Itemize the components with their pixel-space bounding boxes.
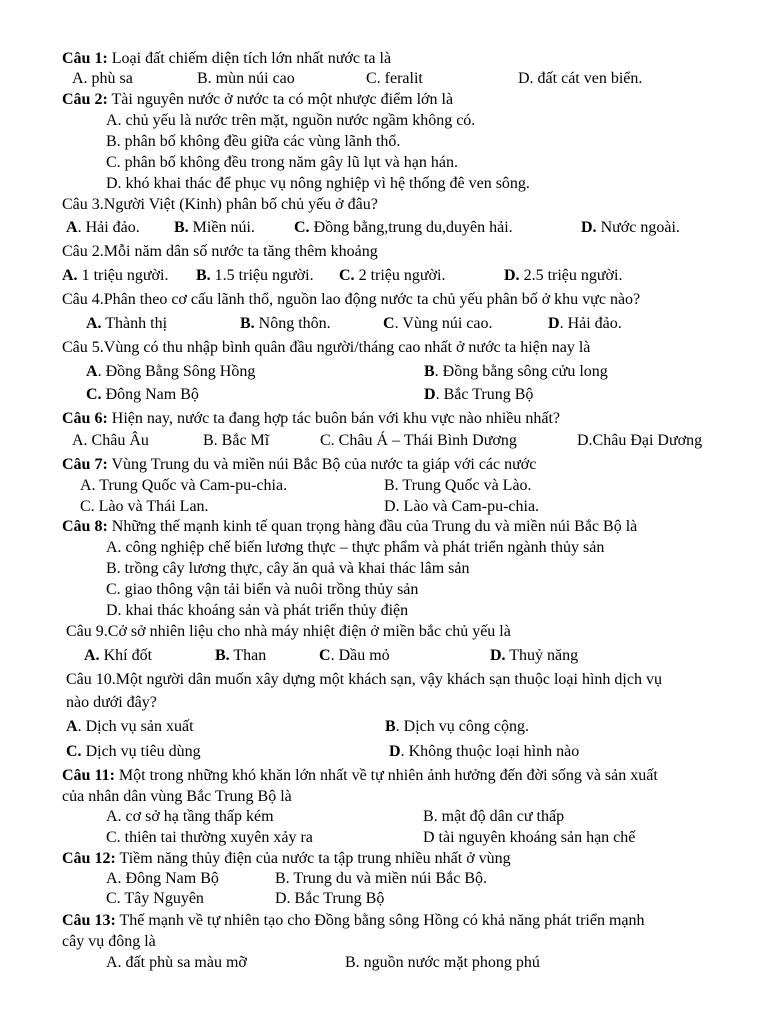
option-b: B. Than xyxy=(215,647,267,664)
option-key: B. xyxy=(174,219,189,236)
question-text: Thế mạnh về tự nhiên tạo cho Đồng bằng sông Hồng có khả năng phát triển mạnh xyxy=(115,912,645,929)
option-key: B xyxy=(424,363,435,380)
option-key: B. xyxy=(196,267,211,284)
question-label: Câu 2. xyxy=(62,243,104,260)
option-d: D. Lào và Cam-pu-chia. xyxy=(384,498,540,515)
option-key: D xyxy=(548,315,560,332)
question-text-cont: của nhân dân vùng Bắc Trung Bộ là xyxy=(62,788,292,805)
question-2b xyxy=(62,242,378,262)
option-c: C. giao thông vận tải biển và nuôi trồng thủy sản xyxy=(106,581,419,598)
question-3 xyxy=(62,195,378,215)
option-b: B. phân bố không đều giữa các vùng lãnh thổ. xyxy=(106,133,401,150)
option-a: A. Thành thị xyxy=(86,315,168,332)
question-5 xyxy=(62,338,590,358)
option-d: D. khai thác khoáng sản và phát triển thủy điện xyxy=(106,602,409,619)
option-d: D. Không thuộc loại hình nào xyxy=(389,743,580,760)
option-c: C. Tây Nguyên xyxy=(106,890,204,907)
option-d: D.Châu Đại Dương xyxy=(577,432,703,449)
option-b: B. Đồng bằng sông cửu long xyxy=(424,363,608,380)
option-b: B. Dịch vụ công cộng. xyxy=(385,718,529,735)
option-key: C. xyxy=(66,743,82,760)
question-1 xyxy=(62,49,391,69)
option-key: C xyxy=(319,647,331,664)
option-key: D. xyxy=(504,267,520,284)
option-c: C. Đồng bằng,trung du,duyên hải. xyxy=(294,219,513,236)
option-b: B. mùn núi cao xyxy=(197,70,295,87)
option-a: A. Hải đảo. xyxy=(66,219,140,236)
question-9 xyxy=(66,622,511,642)
option-d: D. Hải đảo. xyxy=(548,315,622,332)
question-text: Loại đất chiếm diện tích lớn nhất nước ta là xyxy=(107,50,392,67)
option-key: A xyxy=(86,363,98,380)
question-6 xyxy=(62,409,560,429)
question-text: Cở sở nhiên liệu cho nhà máy nhiệt điện ở miền bắc chủ yếu là xyxy=(107,623,511,640)
question-text: Vùng có thu nhập bình quân đầu người/tháng cao nhất ở nước ta hiện nay là xyxy=(103,339,591,356)
option-c: C. 2 triệu người. xyxy=(339,267,446,284)
question-text: Tài nguyên nước ở nước ta có một nhược điểm lớn là xyxy=(107,91,454,108)
question-7 xyxy=(62,455,536,475)
option-key: D xyxy=(389,743,401,760)
option-d: D. khó khai thác để phục vụ nông nghiệp vì hệ thống đê ven sông. xyxy=(106,175,530,192)
question-text: Vùng Trung du và miền núi Bắc Bộ của nước ta giáp với các nước xyxy=(107,456,537,473)
option-c: C. Dịch vụ tiêu dùng xyxy=(66,743,201,760)
option-key: B. xyxy=(215,647,230,664)
option-key: B. xyxy=(240,315,255,332)
option-key: D xyxy=(424,386,436,403)
option-c: C. Vùng núi cao. xyxy=(383,315,493,332)
option-a: A. phù sa xyxy=(72,70,133,87)
option-d: D. đất cát ven biển. xyxy=(518,70,643,87)
option-c: C. phân bố không đều trong năm gây lũ lụt và hạn hán. xyxy=(106,154,458,171)
question-4 xyxy=(62,290,640,310)
option-key: C. xyxy=(86,386,102,403)
option-c: C. Đông Nam Bộ xyxy=(86,386,199,403)
option-b: B. Bắc Mĩ xyxy=(203,432,270,449)
question-10 xyxy=(66,670,662,690)
option-c: C. thiên tai thường xuyên xảy ra xyxy=(106,829,313,846)
question-text-cont: nào dưới đây? xyxy=(66,694,157,711)
option-a: A. Châu Âu xyxy=(72,432,149,449)
option-c: C. Lào và Thái Lan. xyxy=(80,498,209,515)
option-a: A. chủ yếu là nước trên mặt, nguồn nước ngầm không có. xyxy=(106,112,476,129)
question-text: Hiện nay, nước ta đang hợp tác buôn bán với khu vực nào nhiều nhất? xyxy=(107,410,561,427)
option-b: B. mật độ dân cư thấp xyxy=(423,808,565,825)
question-text-cont: cây vụ đông là xyxy=(62,933,156,950)
option-c: C. Dầu mỏ xyxy=(319,647,390,664)
option-a: A. đất phù sa màu mỡ xyxy=(106,954,247,971)
option-d: D. Bắc Trung Bộ xyxy=(424,386,534,403)
question-11 xyxy=(62,766,658,786)
option-key: A xyxy=(66,718,78,735)
question-text: Một người dân muốn xây dựng một khách sạn, vậy khách sạn thuộc loại hình dịch vụ xyxy=(115,671,662,688)
option-key: C. xyxy=(294,219,310,236)
option-key: D. xyxy=(490,647,506,664)
question-text: Những thế mạnh kinh tế quan trọng hàng đầu của Trung du và miền núi Bắc Bộ là xyxy=(107,518,638,535)
question-text: Người Việt (Kinh) phân bố chủ yếu ở đâu? xyxy=(103,196,378,213)
question-label: Câu 7: xyxy=(62,456,108,473)
question-text: Một trong những khó khăn lớn nhất về tự nhiên ảnh hưởng đến đời sống và sản xuất xyxy=(114,767,658,784)
question-text: Phân theo cơ cấu lãnh thổ, nguồn lao động nước ta chủ yếu phân bố ở khu vực nào? xyxy=(103,291,641,308)
question-label: Câu 4. xyxy=(62,291,104,308)
question-8 xyxy=(62,517,637,537)
question-13 xyxy=(62,911,644,931)
question-label: Câu 11: xyxy=(62,767,115,784)
option-b: B. nguồn nước mặt phong phú xyxy=(345,954,540,971)
question-label: Câu 3. xyxy=(62,196,104,213)
option-key: A. xyxy=(62,267,78,284)
option-c: C. Châu Á – Thái Bình Dương xyxy=(320,432,517,449)
option-d: D. Nước ngoài. xyxy=(581,219,680,236)
option-a: A. Trung Quốc và Cam-pu-chia. xyxy=(80,477,288,494)
option-key: C xyxy=(383,315,395,332)
question-label: Câu 2: xyxy=(62,91,108,108)
option-d: D. 2.5 triệu người. xyxy=(504,267,623,284)
option-a: A. cơ sở hạ tầng thấp kém xyxy=(106,808,274,825)
option-a: A. Khí đốt xyxy=(84,647,153,664)
option-b: B. Miền núi. xyxy=(174,219,255,236)
option-d: D. Thuỷ năng xyxy=(490,647,579,664)
question-text: Mỗi năm dân số nước ta tăng thêm khoảng xyxy=(103,243,378,260)
option-a: A. công nghiệp chế biến lương thực – thực phẩm và phát triển ngành thủy sản xyxy=(106,539,605,556)
option-d: D. Bắc Trung Bộ xyxy=(275,890,385,907)
option-key: C. xyxy=(339,267,355,284)
question-label: Câu 13: xyxy=(62,912,116,929)
option-c: C. feralit xyxy=(366,70,423,87)
option-b: B. Trung Quốc và Lào. xyxy=(384,477,532,494)
question-label: Câu 10. xyxy=(66,671,116,688)
question-text: Tiềm năng thủy điện của nước ta tập trung nhiều nhất ở vùng xyxy=(115,850,511,867)
option-b: B. Nông thôn. xyxy=(240,315,331,332)
question-label: Câu 1: xyxy=(62,50,108,67)
option-a: A. Đồng Bằng Sông Hồng xyxy=(86,363,256,380)
question-12 xyxy=(62,849,511,869)
option-key: D. xyxy=(581,219,597,236)
question-label: Câu 5. xyxy=(62,339,104,356)
option-key: A. xyxy=(86,315,102,332)
option-b: B. trồng cây lương thực, cây ăn quả và khai thác lâm sản xyxy=(106,560,470,577)
option-key: B xyxy=(385,718,396,735)
option-a: A. Đông Nam Bộ xyxy=(106,870,219,887)
option-b: B. Trung du và miền núi Bắc Bộ. xyxy=(275,870,488,887)
option-key: A xyxy=(66,219,78,236)
option-b: B. 1.5 triệu người. xyxy=(196,267,314,284)
option-a: A. 1 triệu người. xyxy=(62,267,169,284)
question-2 xyxy=(62,90,453,110)
option-a: A. Dịch vụ sản xuất xyxy=(66,718,194,735)
question-label: Câu 8: xyxy=(62,518,108,535)
option-d: D tài nguyên khoáng sản hạn chế xyxy=(423,829,636,846)
question-label: Câu 12: xyxy=(62,850,116,867)
question-label: Câu 6: xyxy=(62,410,108,427)
option-key: A. xyxy=(84,647,100,664)
question-label: Câu 9. xyxy=(66,623,108,640)
